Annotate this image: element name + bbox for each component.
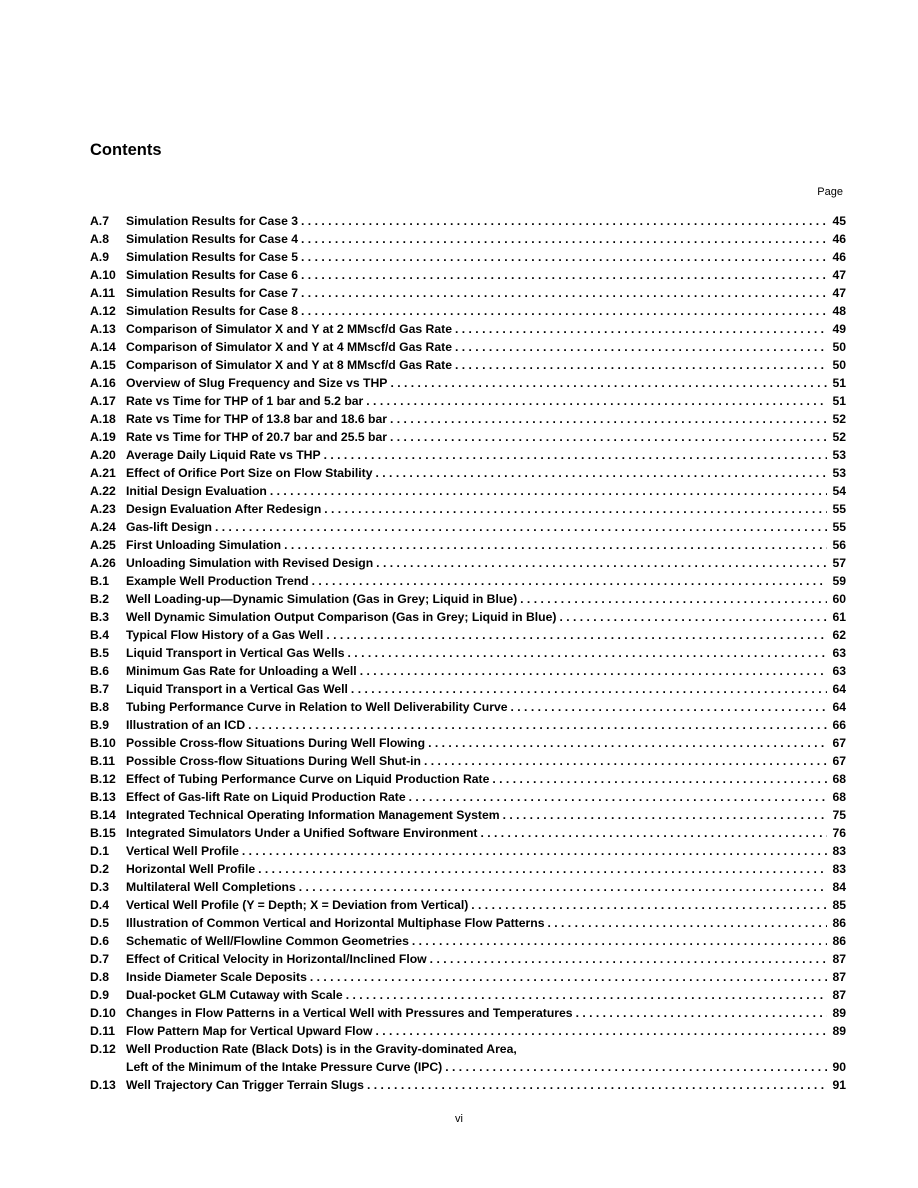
toc-entry[interactable] [90,374,846,392]
toc-entry-title: Rate vs Time for THP of 13.8 bar and 18.6 bar [126,412,388,426]
toc-dot-leader [366,392,827,410]
toc-entry-number: A.25 [90,538,116,552]
toc-dot-leader [348,644,827,662]
toc-dot-leader [351,680,827,698]
toc-entry[interactable] [90,554,846,572]
toc-entry-page: 86 [832,916,846,930]
toc-entry-page: 84 [832,880,846,894]
toc-dot-leader [520,590,827,608]
toc-dot-leader [430,950,827,968]
toc-entry-page: 60 [832,592,846,606]
toc-dot-leader [324,500,827,518]
toc-dot-leader [301,284,827,302]
toc-entry[interactable] [90,590,846,608]
toc-entry-title: Tubing Performance Curve in Relation to Well Deliverability Curve [126,700,508,714]
toc-dot-leader [492,770,827,788]
toc-entry[interactable] [90,500,846,518]
toc-entry-title: Comparison of Simulator X and Y at 8 MMscf/d Gas Rate [126,358,452,372]
toc-entry-title: Multilateral Well Completions [126,880,296,894]
toc-dot-leader [547,914,827,932]
toc-entry-number: B.15 [90,826,116,840]
toc-entry-number: A.12 [90,304,116,318]
toc-entry-page: 83 [832,862,846,876]
toc-entry-title: Inside Diameter Scale Deposits [126,970,307,984]
toc-entry-page: 51 [832,394,846,408]
toc-entry[interactable] [90,734,846,752]
toc-entry[interactable] [90,302,846,320]
toc-entry-number: A.9 [90,250,109,264]
toc-dot-leader [270,482,827,500]
toc-dot-leader [376,464,828,482]
toc-dot-leader [471,896,827,914]
toc-dot-leader [424,752,827,770]
toc-dot-leader [455,356,827,374]
toc-entry[interactable] [90,626,846,644]
toc-entry[interactable] [90,230,846,248]
page-number-footer: vi [455,1113,463,1125]
toc-entry-number: A.17 [90,394,116,408]
toc-entry-title: Horizontal Well Profile [126,862,256,876]
toc-dot-leader [390,374,827,392]
toc-dot-leader [376,1022,828,1040]
toc-dot-leader [312,572,827,590]
toc-dot-leader [480,824,827,842]
toc-entry[interactable] [90,716,846,734]
toc-entry[interactable] [90,1040,846,1058]
toc-entry-number: B.7 [90,682,109,696]
toc-entry[interactable] [90,1022,846,1040]
toc-entry-page: 55 [832,520,846,534]
toc-entry-page: 63 [832,664,846,678]
toc-entry-number: B.1 [90,574,109,588]
toc-entry-page: 53 [832,466,846,480]
toc-entry[interactable] [90,1004,846,1022]
toc-entry-number: D.3 [90,880,109,894]
toc-entry[interactable] [90,932,846,950]
toc-entry-title: Possible Cross-flow Situations During Well Flowing [126,736,426,750]
toc-entry-number: A.13 [90,322,116,336]
toc-entry[interactable] [90,212,846,230]
toc-entry-number: A.8 [90,232,109,246]
toc-entry-number: A.19 [90,430,116,444]
toc-entry-number: A.11 [90,286,116,300]
toc-entry[interactable] [90,644,846,662]
toc-entry-title: Illustration of an ICD [126,718,246,732]
toc-entry-page: 87 [832,952,846,966]
toc-entry-title: Liquid Transport in Vertical Gas Wells [126,646,345,660]
toc-entry-title: Simulation Results for Case 6 [126,268,299,282]
toc-entry-number: A.18 [90,412,116,426]
toc-entry-page: 67 [832,754,846,768]
toc-entry-number: A.24 [90,520,116,534]
toc-dot-leader [360,662,827,680]
toc-entry-title: Effect of Gas-lift Rate on Liquid Production Rate [126,790,406,804]
toc-entry[interactable] [90,878,846,896]
toc-entry-title: Unloading Simulation with Revised Design [126,556,374,570]
toc-entry-title: Average Daily Liquid Rate vs THP [126,448,321,462]
toc-entry-title: Simulation Results for Case 7 [126,286,299,300]
toc-dot-leader [576,1004,827,1022]
toc-entry[interactable] [90,356,846,374]
toc-entry[interactable] [90,338,846,356]
toc-entry-title: Comparison of Simulator X and Y at 2 MMscf/d Gas Rate [126,322,452,336]
toc-dot-leader [503,806,827,824]
toc-entry-page: 68 [832,772,846,786]
toc-entry-number: D.13 [90,1078,116,1092]
toc-dot-leader [390,428,827,446]
toc-entry-number: B.14 [90,808,116,822]
toc-entry-number: B.3 [90,610,109,624]
toc-entry-number: D.2 [90,862,109,876]
toc-entry-page: 91 [832,1078,846,1092]
toc-entry[interactable] [90,428,846,446]
toc-entry[interactable] [90,788,846,806]
toc-entry-page: 62 [832,628,846,642]
toc-entry-page: 54 [832,484,846,498]
toc-entry[interactable] [90,1076,846,1094]
toc-entry-title: Rate vs Time for THP of 20.7 bar and 25.5 bar [126,430,388,444]
toc-entry[interactable] [90,410,846,428]
toc-entry-number: D.4 [90,898,109,912]
toc-entry-page: 56 [832,538,846,552]
toc-entry-number: B.5 [90,646,109,660]
toc-entry-title: Well Dynamic Simulation Output Comparison (Gas in Grey; Liquid in Blue) [126,610,557,624]
toc-dot-leader [324,446,827,464]
toc-entry-number: B.6 [90,664,109,678]
toc-entry[interactable] [90,914,846,932]
toc-dot-leader [455,338,827,356]
toc-entry-page: 90 [832,1060,846,1074]
toc-entry[interactable] [90,680,846,698]
toc-entry-title: Well Trajectory Can Trigger Terrain Slugs [126,1078,364,1092]
toc-dot-leader [326,626,827,644]
page-title: Contents [90,141,162,159]
toc-entry-title: Effect of Critical Velocity in Horizontal/Inclined Flow [126,952,427,966]
toc-entry-number: D.11 [90,1024,116,1038]
toc-entry-title: Minimum Gas Rate for Unloading a Well [126,664,357,678]
toc-entry-title: Left of the Minimum of the Intake Pressure Curve (IPC) [126,1060,443,1074]
toc-dot-leader [455,320,827,338]
toc-dot-leader [299,878,827,896]
toc-entry-page: 61 [832,610,846,624]
toc-dot-leader [258,860,827,878]
toc-entry-page: 57 [832,556,846,570]
toc-entry-title: Simulation Results for Case 3 [126,214,299,228]
toc-entry-number: A.14 [90,340,116,354]
toc-entry[interactable] [90,698,846,716]
page-column-label: Page [817,186,843,198]
toc-entry-number: B.12 [90,772,116,786]
toc-entry-number: D.1 [90,844,109,858]
toc-entry[interactable] [90,266,846,284]
toc-dot-leader [215,518,827,536]
toc-entry-title: Well Loading-up—Dynamic Simulation (Gas in Grey; Liquid in Blue) [126,592,518,606]
toc-entry-page: 87 [832,970,846,984]
toc-entry-page: 46 [832,250,846,264]
toc-entry-title: Possible Cross-flow Situations During Well Shut-in [126,754,421,768]
toc-entry[interactable] [90,842,846,860]
toc-entry-title: Vertical Well Profile (Y = Depth; X = Deviation from Vertical) [126,898,469,912]
toc-entry-number: D.10 [90,1006,116,1020]
toc-entry-number: A.23 [90,502,116,516]
toc-entry[interactable] [90,518,846,536]
toc-entry-title: Well Production Rate (Black Dots) is in the Gravity-dominated Area, [126,1042,517,1056]
toc-entry[interactable] [90,284,846,302]
toc-entry-page: 86 [832,934,846,948]
toc-entry-number: D.8 [90,970,109,984]
toc-entry-number: A.16 [90,376,116,390]
toc-entry-page: 75 [832,808,846,822]
toc-entry-title: Flow Pattern Map for Vertical Upward Flow [126,1024,373,1038]
toc-entry-page: 47 [832,268,846,282]
toc-entry-title: Schematic of Well/Flowline Common Geometries [126,934,409,948]
toc-entry-title: Changes in Flow Patterns in a Vertical Well with Pressures and Temperatures [126,1006,573,1020]
toc-entry-page: 46 [832,232,846,246]
toc-entry-title: Typical Flow History of a Gas Well [126,628,324,642]
toc-entry-number: B.4 [90,628,109,642]
toc-entry-page: 87 [832,988,846,1002]
toc-entry-page: 83 [832,844,846,858]
toc-entry-title: Integrated Simulators Under a Unified Software Environment [126,826,478,840]
toc-entry-page: 53 [832,448,846,462]
toc-entry-title: Overview of Slug Frequency and Size vs THP [126,376,388,390]
toc-entry-page: 89 [832,1024,846,1038]
toc-dot-leader [428,734,827,752]
toc-entry-title: Example Well Production Trend [126,574,309,588]
toc-entry-number: A.21 [90,466,116,480]
toc-entry-page: 76 [832,826,846,840]
toc-entry-number: B.13 [90,790,116,804]
toc-entry-page: 50 [832,358,846,372]
toc-entry[interactable] [90,1058,846,1076]
toc-entry-page: 66 [832,718,846,732]
toc-entry[interactable] [90,860,846,878]
toc-entry-title: Illustration of Common Vertical and Horizontal Multiphase Flow Patterns [126,916,545,930]
toc-entry-page: 50 [832,340,846,354]
toc-dot-leader [376,554,827,572]
toc-dot-leader [445,1058,827,1076]
toc-entry[interactable] [90,662,846,680]
toc-entry-page: 85 [832,898,846,912]
toc-entry-title: Gas-lift Design [126,520,213,534]
toc-entry-title: Simulation Results for Case 4 [126,232,299,246]
toc-entry-page: 59 [832,574,846,588]
toc-entry-page: 52 [832,412,846,426]
toc-entry-page: 45 [832,214,846,228]
toc-entry-page: 48 [832,304,846,318]
toc-entry-title: Rate vs Time for THP of 1 bar and 5.2 bar [126,394,364,408]
toc-entry-page: 49 [832,322,846,336]
toc-entry-title: First Unloading Simulation [126,538,282,552]
toc-entry-title: Comparison of Simulator X and Y at 4 MMscf/d Gas Rate [126,340,452,354]
toc-entry[interactable] [90,464,846,482]
toc-entry[interactable] [90,608,846,626]
toc-entry-page: 63 [832,646,846,660]
toc-entry-number: B.2 [90,592,109,606]
toc-entry[interactable] [90,752,846,770]
toc-entry-number: D.6 [90,934,109,948]
toc-entry-title: Simulation Results for Case 5 [126,250,299,264]
toc-entry-number: A.15 [90,358,116,372]
toc-dot-leader [301,248,827,266]
toc-entry-page: 47 [832,286,846,300]
toc-entry-page: 89 [832,1006,846,1020]
toc-entry-page: 64 [832,682,846,696]
toc-entry-number: A.10 [90,268,116,282]
toc-entry-title: Effect of Tubing Performance Curve on Liquid Production Rate [126,772,490,786]
toc-entry-number: A.22 [90,484,116,498]
toc-entry-number: D.12 [90,1042,116,1056]
toc-entry[interactable] [90,248,846,266]
toc-entry-number: B.8 [90,700,109,714]
toc-dot-leader [248,716,827,734]
toc-entry-page: 68 [832,790,846,804]
table-of-contents [90,212,846,1094]
toc-entry-title: Integrated Technical Operating Information Management System [126,808,500,822]
toc-entry[interactable] [90,770,846,788]
toc-dot-leader [390,410,827,428]
toc-entry[interactable] [90,482,846,500]
toc-entry-title: Effect of Orifice Port Size on Flow Stability [126,466,373,480]
toc-dot-leader [301,230,827,248]
toc-entry-title: Dual-pocket GLM Cutaway with Scale [126,988,343,1002]
toc-entry[interactable] [90,446,846,464]
toc-dot-leader [367,1076,827,1094]
toc-entry[interactable] [90,806,846,824]
toc-entry[interactable] [90,968,846,986]
toc-entry-page: 51 [832,376,846,390]
toc-dot-leader [511,698,827,716]
toc-entry[interactable] [90,392,846,410]
toc-entry[interactable] [90,896,846,914]
toc-entry-page: 52 [832,430,846,444]
toc-entry-title: Vertical Well Profile [126,844,239,858]
toc-entry[interactable] [90,320,846,338]
toc-entry[interactable] [90,824,846,842]
toc-entry-title: Liquid Transport in a Vertical Gas Well [126,682,348,696]
toc-dot-leader [301,302,827,320]
toc-entry[interactable] [90,986,846,1004]
toc-dot-leader [301,266,827,284]
toc-entry-number: D.9 [90,988,109,1002]
toc-entry[interactable] [90,536,846,554]
toc-dot-leader [242,842,827,860]
toc-dot-leader [284,536,827,554]
toc-dot-leader [310,968,827,986]
toc-entry-number: A.26 [90,556,116,570]
toc-dot-leader [559,608,827,626]
toc-entry-page: 55 [832,502,846,516]
toc-dot-leader [301,212,827,230]
toc-entry-page: 67 [832,736,846,750]
toc-dot-leader [409,788,827,806]
toc-entry-title: Design Evaluation After Redesign [126,502,322,516]
toc-entry[interactable] [90,572,846,590]
toc-entry-number: A.7 [90,214,109,228]
toc-entry-number: A.20 [90,448,116,462]
toc-entry-page: 64 [832,700,846,714]
toc-entry-number: D.5 [90,916,109,930]
toc-dot-leader [412,932,827,950]
toc-entry[interactable] [90,950,846,968]
toc-entry-number: B.11 [90,754,116,768]
toc-entry-number: B.9 [90,718,109,732]
toc-dot-leader [346,986,827,1004]
toc-entry-number: B.10 [90,736,116,750]
toc-entry-number: D.7 [90,952,109,966]
toc-entry-title: Simulation Results for Case 8 [126,304,299,318]
toc-entry-title: Initial Design Evaluation [126,484,267,498]
